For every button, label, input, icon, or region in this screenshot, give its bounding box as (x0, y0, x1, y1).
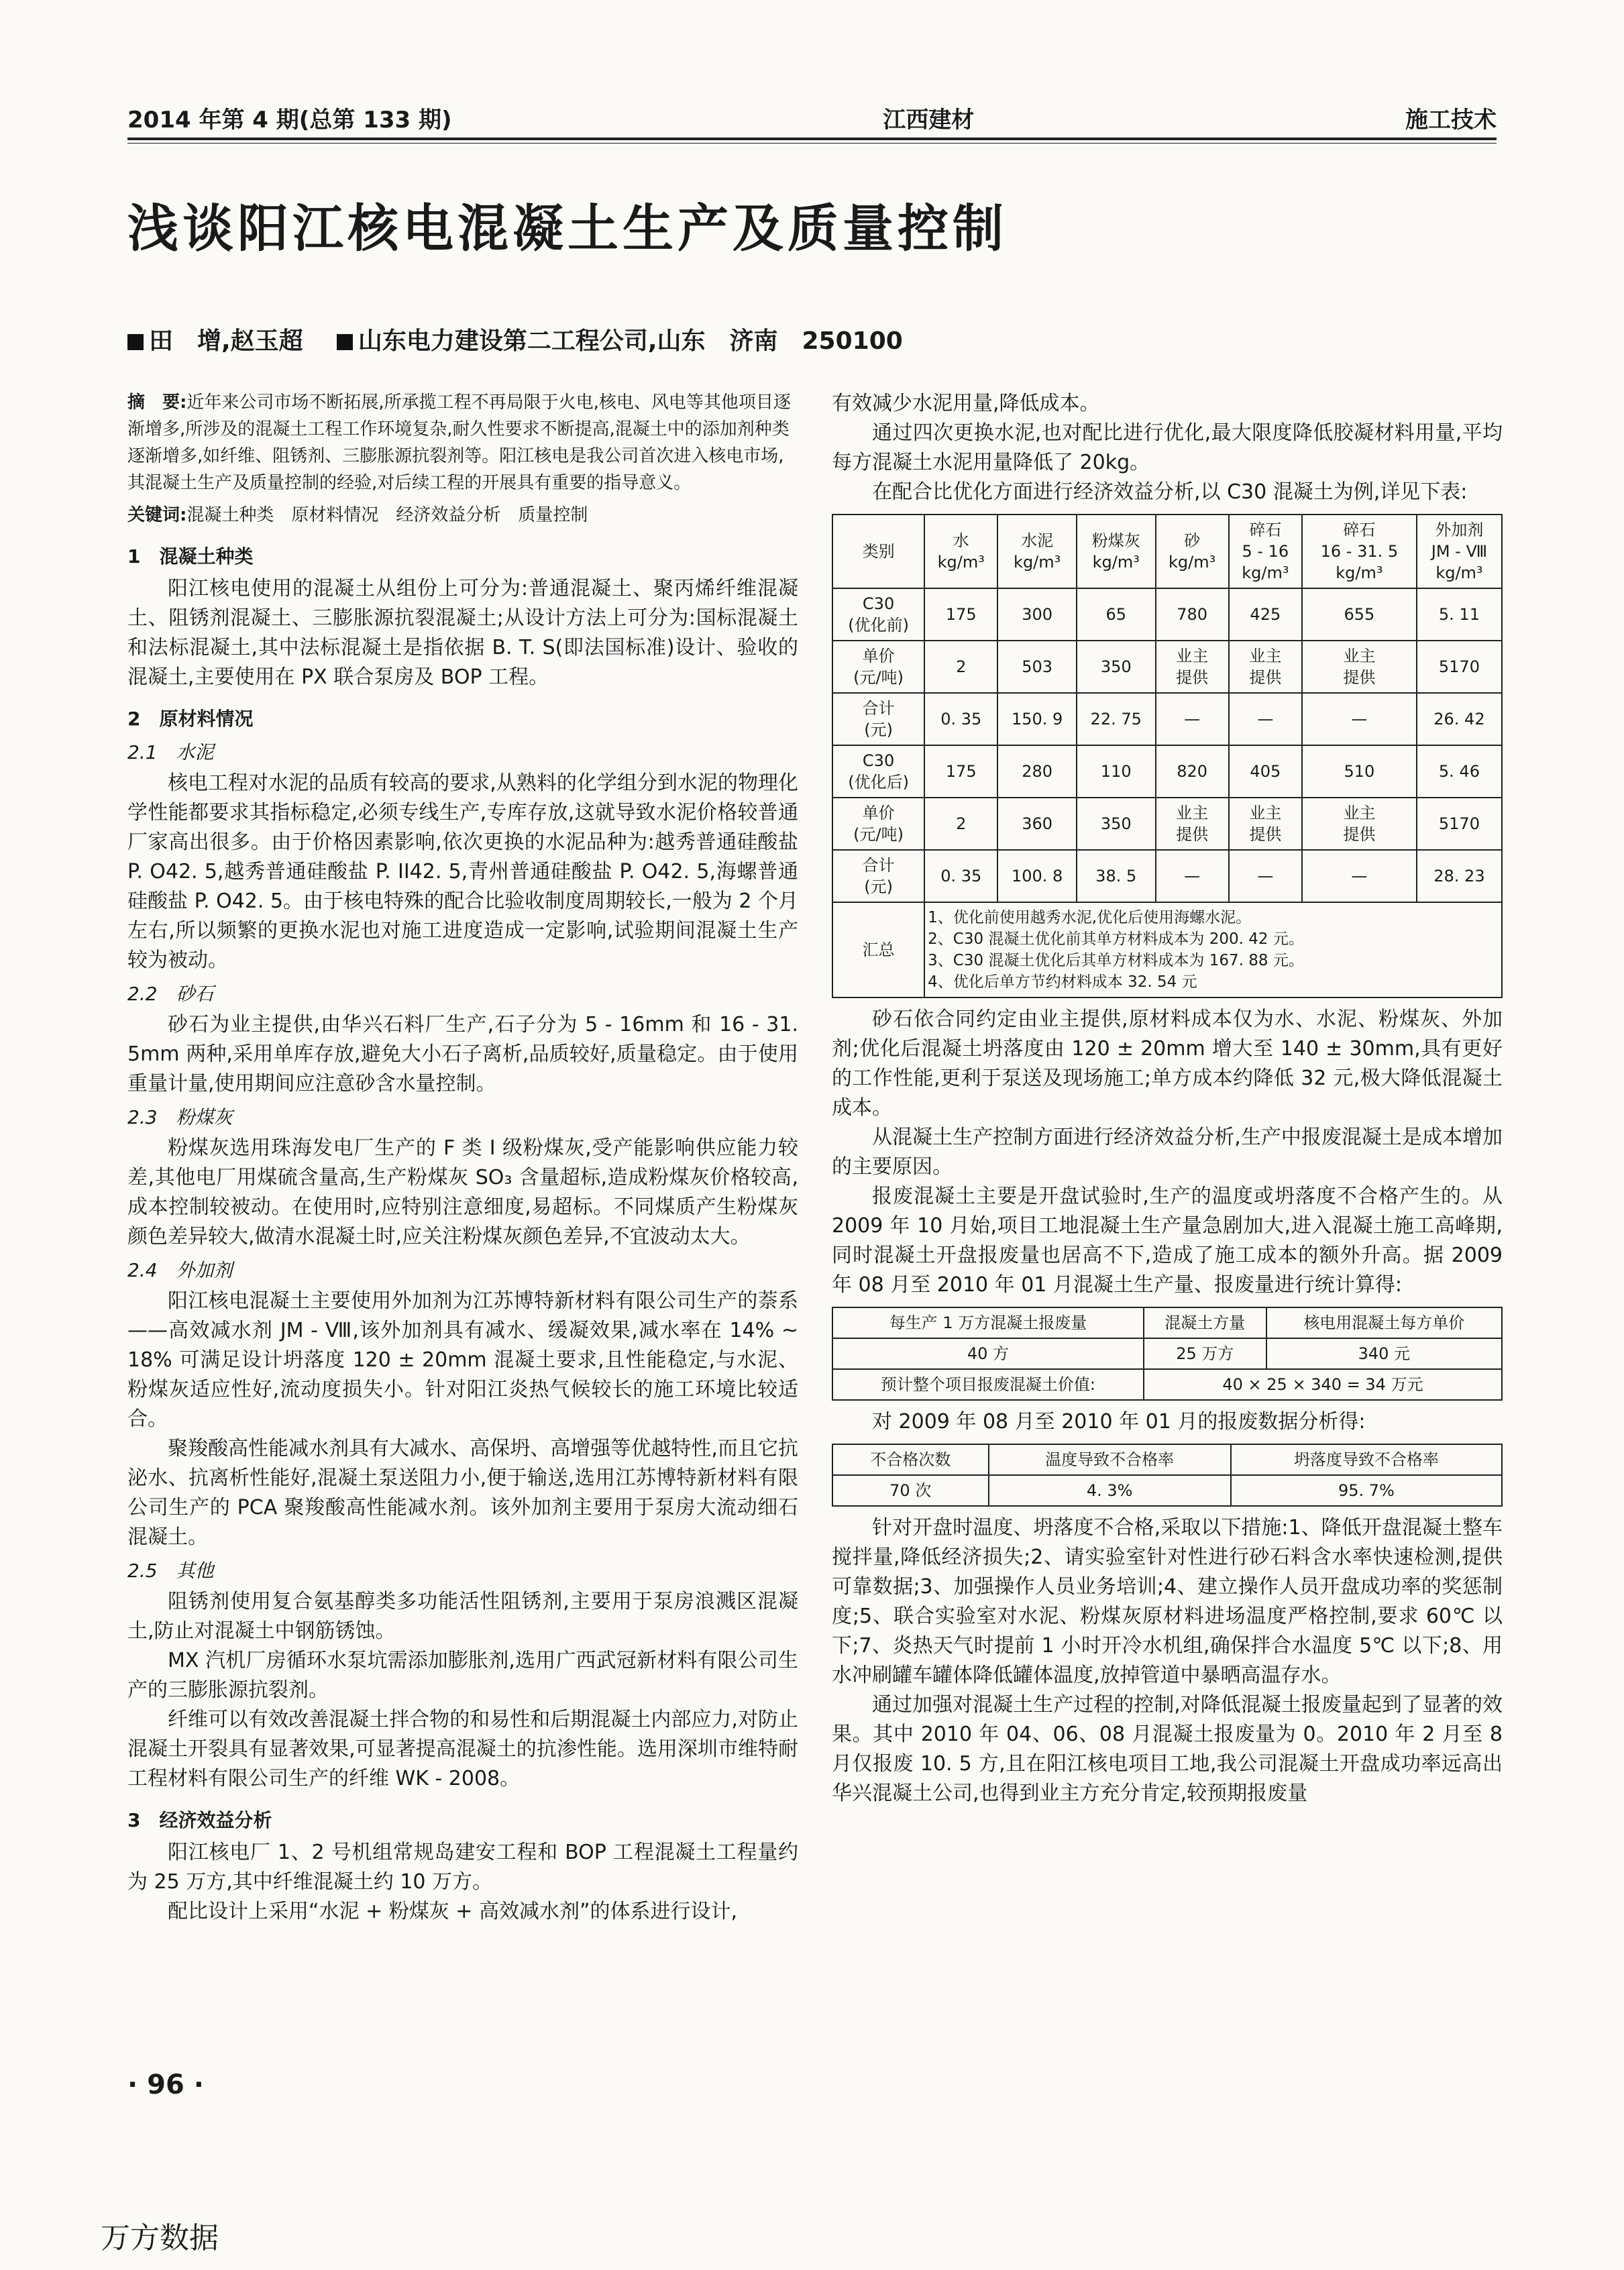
table-cell: 425 (1229, 588, 1302, 641)
paragraph: 粉煤灰选用珠海发电厂生产的 F 类 I 级粉煤灰,受产能影响供应能力较差,其他电厂用煤硫含量高,生产粉煤灰 SO₃ 含量超标,造成粉煤灰价格较高,成本控制较被动。在使用时,应特别注意细度,易超标。不同煤质产生粉煤灰颜色差异较大,做清水混凝土时,应关注粉煤灰颜色差异,不宜波动太大。 (127, 1136, 798, 1248)
summary-label: 汇总 (832, 902, 924, 997)
table-cell: 单价 (元/吨) (832, 798, 924, 850)
table-header-cell: 不合格次数 (832, 1444, 989, 1475)
table-cell: 业主 提供 (1302, 798, 1417, 850)
table-cell: 22. 75 (1077, 693, 1156, 745)
table-cell: 360 (997, 798, 1077, 850)
table-cell: 820 (1156, 745, 1229, 798)
section-heading: 2 原材料情况 (127, 708, 254, 730)
table-cell: 合计 (元) (832, 693, 924, 745)
paragraph: 从混凝土生产控制方面进行经济效益分析,生产中报废混凝土是成本增加的主要原因。 (832, 1126, 1503, 1179)
table-header-cell: 碎石 5 - 16 kg/m³ (1229, 515, 1302, 588)
header-rule (127, 138, 1497, 144)
table-cell: 26. 42 (1417, 693, 1502, 745)
table-cell: C30 (优化后) (832, 745, 924, 798)
table-row (832, 850, 1502, 902)
watermark: 万方数据 (101, 2221, 219, 2255)
bullet-square-icon (127, 334, 144, 350)
table-cell: 5170 (1417, 641, 1502, 693)
table-cell: 300 (997, 588, 1077, 641)
journal-issue: 2014 年第 4 期(总第 133 期) (127, 107, 452, 133)
paragraph: 通过四次更换水泥,也对配比进行优化,最大限度降低胶凝材料用量,平均每方混凝土水泥用量降低了 20kg。 (832, 421, 1503, 474)
paragraph: 阳江核电使用的混凝土从组份上可分为:普通混凝土、聚丙烯纤维混凝土、阻锈剂混凝土、三膨胀源抗裂混凝土;从设计方法上可分为:国标混凝土和法标混凝土,其中法标混凝土是指依据 B. T. S(即法国标准)设计、验收的混凝土,主要使用在 PX 联合泵房及 BOP 工程。 (127, 577, 798, 689)
subsection-heading: 2.4 外加剂 (127, 1259, 233, 1281)
table-cell: 150. 9 (997, 693, 1077, 745)
table-header-cell: 类别 (832, 515, 924, 588)
paragraph: 在配合比优化方面进行经济效益分析,以 C30 混凝土为例,详见下表: (872, 480, 1468, 504)
table-header-cell: 温度导致不合格率 (989, 1444, 1231, 1475)
page-number: · 96 · (127, 2069, 204, 2100)
running-header (127, 94, 1497, 134)
table-row (832, 588, 1502, 641)
subsection-heading: 2.3 粉煤灰 (127, 1106, 233, 1128)
right-column (832, 389, 1503, 1808)
table-cell: 100. 8 (997, 850, 1077, 902)
table-cell: — (1156, 693, 1229, 745)
paragraph: 砂石为业主提供,由华兴石料厂生产,石子分为 5 - 16mm 和 16 - 31. 5mm 两种,采用单库存放,避免大小石子离析,品质较好,质量稳定。由于使用重量计量,使用期间应注意砂含水量控制。 (127, 1013, 798, 1095)
journal-name: 江西建材 (883, 107, 975, 133)
table-row (832, 745, 1502, 798)
subsection-heading: 2.5 其他 (127, 1560, 214, 1582)
paragraph: 核电工程对水泥的品质有较高的要求,从熟料的化学组分到水泥的物理化学性能都要求其指标稳定,必须专线生产,专库存放,这就导致水泥价格较普通厂家高出很多。由于价格因素影响,依次更换的水泥品种为:越秀普通硅酸盐 P. O42. 5,越秀普通硅酸盐 P. II42. 5,青州普通硅酸盐 P. O42. 5,海螺普通硅酸盐 P. O42. 5。由于核电特殊的配合比验收制度周期较长,一般为 2 个月左右,所以频繁的更换水泥也对施工进度造成一定影响,试验期间混凝土生产较为被动。 (127, 771, 798, 972)
table-cell: 业主 提供 (1156, 641, 1229, 693)
table-cell: 280 (997, 745, 1077, 798)
summary-row (832, 902, 1502, 997)
keywords (127, 500, 798, 530)
table-row (832, 798, 1502, 850)
table-header-cell: 粉煤灰 kg/m³ (1077, 515, 1156, 588)
paragraph: 阳江核电混凝土主要使用外加剂为江苏博特新材料有限公司生产的萘系——高效减水剂 JM - Ⅷ,该外加剂具有减水、缓凝效果,减水率在 14% ~ 18% 可满足设计坍落度 120 ± 20mm 混凝土要求,且性能稳定,与水泥、粉煤灰适应性好,流动度损失小。针对阳江炎热气候较长的施工环境比较适合。 (127, 1289, 798, 1431)
paragraph: 砂石依合同约定由业主提供,原材料成本仅为水、水泥、粉煤灰、外加剂;优化后混凝土坍落度由 120 ± 20mm 增大至 140 ± 30mm,具有更好的工作性能,更利于泵送及现场施工;单方成本约降低 32 元,极大降低混凝土成本。 (832, 1008, 1503, 1120)
keywords-text: 混凝土种类 原材料情况 经济效益分析 质量控制 (186, 505, 588, 525)
scrap-value-table (832, 1307, 1503, 1401)
table-cell: — (1302, 693, 1417, 745)
table-cell: 40 × 25 × 340 = 34 万元 (1144, 1369, 1502, 1400)
table-cell: 70 次 (832, 1475, 989, 1506)
defect-rate-table (832, 1444, 1503, 1507)
table-cell: 2 (924, 798, 997, 850)
table-cell: 5. 11 (1417, 588, 1502, 641)
paragraph: 纤维可以有效改善混凝土拌合物的和易性和后期混凝土内部应力,对防止混凝土开裂具有显著效果,可显著提高混凝土的抗渗性能。选用深圳市维特耐工程材料有限公司生产的纤维 WK - 2008。 (127, 1708, 798, 1790)
table-header-row (832, 1307, 1502, 1338)
table-cell: 38. 5 (1077, 850, 1156, 902)
paragraph: 有效减少水泥用量,降低成本。 (832, 392, 1100, 415)
table-cell: 业主 提供 (1229, 798, 1302, 850)
table-cell: 510 (1302, 745, 1417, 798)
author-names: 田 增,赵玉超 (149, 327, 303, 355)
table-row (832, 1475, 1502, 1506)
table-cell: 780 (1156, 588, 1229, 641)
table-cell: — (1229, 850, 1302, 902)
article-title: 浅谈阳江核电混凝土生产及质量控制 (127, 199, 1008, 258)
paragraph: 对 2009 年 08 月至 2010 年 01 月的报废数据分析得: (872, 1410, 1366, 1434)
paragraph: 聚羧酸高性能减水剂具有大减水、高保坍、高增强等优越特性,而且它抗泌水、抗离析性能好,混凝土泵送阻力小,便于输送,选用江苏博特新材料有限公司生产的 PCA 聚羧酸高性能减水剂。该外加剂主要用于泵房大流动细石混凝土。 (127, 1437, 798, 1549)
bullet-square-icon (337, 334, 353, 350)
table-cell: 175 (924, 588, 997, 641)
table-header-cell: 外加剂 JM - Ⅷ kg/m³ (1417, 515, 1502, 588)
paragraph: 针对开盘时温度、坍落度不合格,采取以下措施:1、降低开盘混凝土整车搅拌量,降低经济损失;2、请实验室针对性进行砂石料含水率快速检测,提供可靠数据;3、加强操作人员业务培训;4、建立操作人员开盘成功率的奖惩制度;5、联合实验室对水泥、粉煤灰原材料进场温度严格控制,要求 60℃ 以下;7、炎热天气时提前 1 小时开冷水机组,确保拌合水温度 5℃ 以下;8、用水冲刷罐车罐体降低罐体温度,放掉管道中暴晒高温存水。 (832, 1516, 1503, 1687)
table-cell: 175 (924, 745, 997, 798)
table-header-row (832, 515, 1502, 588)
table-cell: 655 (1302, 588, 1417, 641)
table-cell: — (1156, 850, 1229, 902)
section-heading: 1 混凝土种类 (127, 545, 254, 568)
table-header-cell: 水泥 kg/m³ (997, 515, 1077, 588)
table-cell: 95. 7% (1231, 1475, 1502, 1506)
table-cell: 业主 提供 (1302, 641, 1417, 693)
table-header-cell: 每生产 1 万方混凝土报废量 (832, 1307, 1144, 1338)
table-cell: 单价 (元/吨) (832, 641, 924, 693)
table-header-cell: 核电用混凝土每方单价 (1266, 1307, 1502, 1338)
table-row (832, 641, 1502, 693)
table-cell: 4. 3% (989, 1475, 1231, 1506)
paragraph: MX 汽机厂房循环水泵坑需添加膨胀剂,选用广西武冠新材料有限公司生产的三膨胀源抗裂剂。 (127, 1649, 798, 1702)
table-cell: 0. 35 (924, 850, 997, 902)
summary-notes: 1、优化前使用越秀水泥,优化后使用海螺水泥。 2、C30 混凝土优化前其单方材料成本为 200. 42 元。 3、C30 混凝土优化后其单方材料成本为 167. 88 元。 4、优化后单方节约材料成本 32. 54 元 (924, 902, 1502, 997)
table-cell: 350 (1077, 641, 1156, 693)
table-cell: 405 (1229, 745, 1302, 798)
table-cell: 110 (1077, 745, 1156, 798)
abstract-label: 摘 要: (127, 392, 187, 413)
table-row (832, 693, 1502, 745)
table-cell: 2 (924, 641, 997, 693)
abstract (127, 389, 798, 496)
paragraph: 报废混凝土主要是开盘试验时,生产的温度或坍落度不合格产生的。从 2009 年 10 月始,项目工地混凝土生产量急剧加大,进入混凝土施工高峰期,同时混凝土开盘报废量也居高不下,造成了施工成本的额外升高。据 2009 年 08 月至 2010 年 01 月混凝土生产量、报废量进行统计算得: (832, 1185, 1503, 1297)
table-cell: 业主 提供 (1229, 641, 1302, 693)
table-cell: — (1302, 850, 1417, 902)
table-header-cell: 砂 kg/m³ (1156, 515, 1229, 588)
table-cell: 5. 46 (1417, 745, 1502, 798)
table-cell: 40 方 (832, 1338, 1144, 1369)
table-header-cell: 坍落度导致不合格率 (1231, 1444, 1502, 1475)
table-cell: 503 (997, 641, 1077, 693)
table-cell: 25 万方 (1144, 1338, 1266, 1369)
table-cell: 5170 (1417, 798, 1502, 850)
table-cell: 340 元 (1266, 1338, 1502, 1369)
table-cell: 65 (1077, 588, 1156, 641)
table-row (832, 1369, 1502, 1400)
paragraph: 阻锈剂使用复合氨基醇类多功能活性阻锈剂,主要用于泵房浪溅区混凝土,防止对混凝土中钢筋锈蚀。 (127, 1590, 798, 1643)
table-cell: 0. 35 (924, 693, 997, 745)
table-header-cell: 水 kg/m³ (924, 515, 997, 588)
table-header-cell: 混凝土方量 (1144, 1307, 1266, 1338)
left-column (127, 389, 798, 1927)
section-name: 施工技术 (1405, 107, 1497, 133)
table-cell: 28. 23 (1417, 850, 1502, 902)
abstract-text: 近年来公司市场不断拓展,所承揽工程不再局限于火电,核电、风电等其他项目逐渐增多,所涉及的混凝土工程工作环境复杂,耐久性要求不断提高,混凝土中的添加剂种类逐渐增多,如纤维、阻锈剂、三膨胀源抗裂剂等。阳江核电是我公司首次进入核电市场,其混凝土生产及质量控制的经验,对后续工程的开展具有重要的指导意义。 (127, 392, 791, 493)
subsection-heading: 2.2 砂石 (127, 983, 214, 1005)
table-cell: C30 (优化前) (832, 588, 924, 641)
affiliation: 山东电力建设第二工程公司,山东 济南 250100 (358, 327, 903, 355)
table-header-row (832, 1444, 1502, 1475)
section-heading: 3 经济效益分析 (127, 1809, 272, 1831)
table-cell: 合计 (元) (832, 850, 924, 902)
paragraph: 通过加强对混凝土生产过程的控制,对降低混凝土报废量起到了显著的效果。其中 2010 年 04、06、08 月混凝土报废量为 0。2010 年 2 月至 8 月仅报废 10. 5 方,且在阳江核电项目工地,我公司混凝土开盘成功率远高出华兴混凝土公司,也得到业主方充分肯定,较预期报废量 (832, 1693, 1503, 1805)
table-row (832, 1338, 1502, 1369)
paragraph: 阳江核电厂 1、2 号机组常规岛建安工程和 BOP 工程混凝土工程量约为 25 万方,其中纤维混凝土约 10 万方。 (127, 1841, 798, 1894)
table-cell: — (1229, 693, 1302, 745)
author-line (127, 322, 903, 356)
mix-cost-table (832, 514, 1503, 998)
keywords-label: 关键词: (127, 505, 187, 525)
table-cell: 预计整个项目报废混凝土价值: (832, 1369, 1144, 1400)
table-header-cell: 碎石 16 - 31. 5 kg/m³ (1302, 515, 1417, 588)
paragraph: 配比设计上采用“水泥 + 粉煤灰 + 高效减水剂”的体系进行设计, (168, 1900, 738, 1923)
table-cell: 350 (1077, 798, 1156, 850)
table-cell: 业主 提供 (1156, 798, 1229, 850)
subsection-heading: 2.1 水泥 (127, 741, 214, 763)
